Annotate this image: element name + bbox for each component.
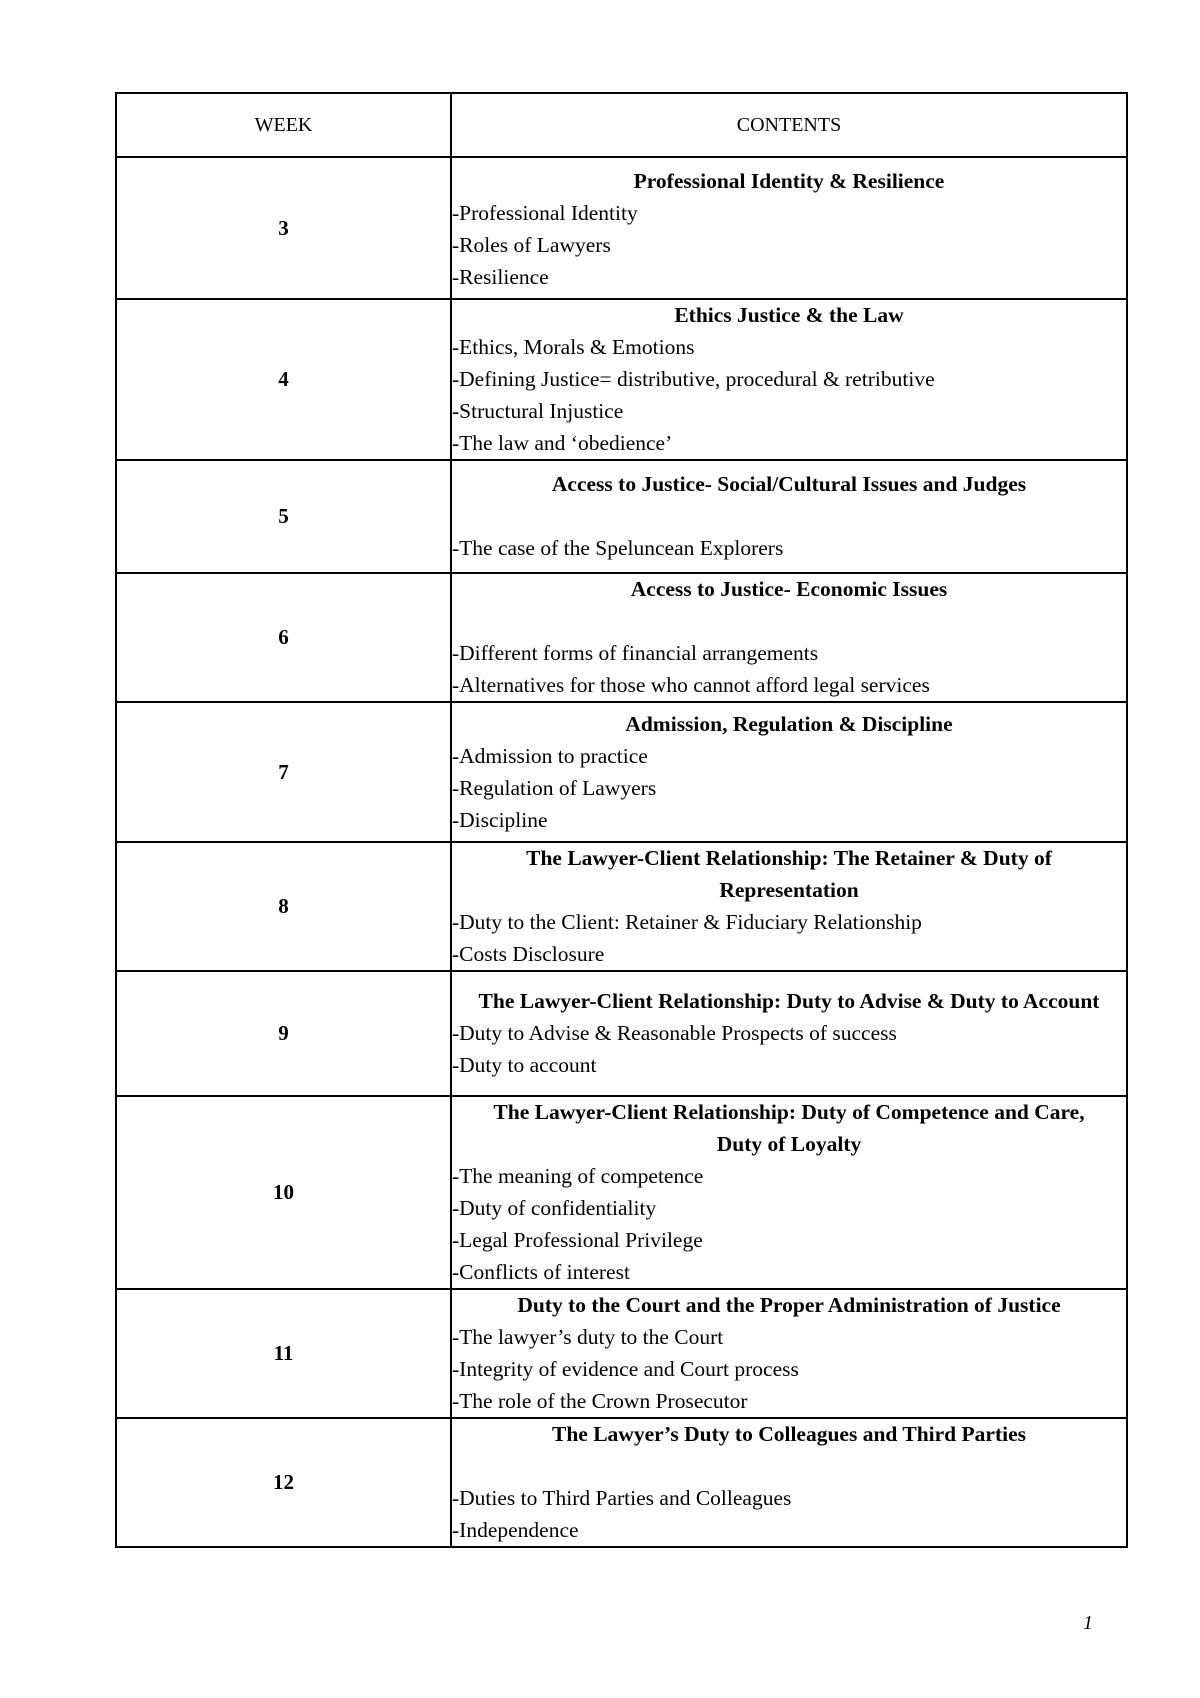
list-item: -Duty of confidentiality <box>452 1196 657 1220</box>
topic-title: Professional Identity & Resilience <box>633 168 945 193</box>
table-row <box>116 299 1127 460</box>
week-number: 6 <box>116 573 451 702</box>
table-row <box>116 842 1127 971</box>
list-item: -Conflicts of interest <box>452 1260 630 1284</box>
week-contents <box>451 299 1127 460</box>
list-item: -Different forms of financial arrangements <box>452 641 819 665</box>
topic-title: The Lawyer-Client Relationship: The Retainer & Duty of Representation <box>526 846 1052 902</box>
week-number: 11 <box>116 1289 451 1418</box>
week-number: 4 <box>116 299 451 460</box>
spacer <box>452 500 1126 532</box>
list-item: -Duties to Third Parties and Colleagues <box>452 1486 792 1510</box>
week-number: 12 <box>116 1418 451 1547</box>
week-number: 3 <box>116 157 451 299</box>
spacer <box>452 1450 1126 1482</box>
list-item: -Defining Justice= distributive, procedural & retributive <box>452 367 935 391</box>
week-contents <box>451 1289 1127 1418</box>
list-item: -Duty to Advise & Reasonable Prospects of success <box>452 1021 897 1046</box>
list-item: -Integrity of evidence and Court process <box>452 1357 799 1381</box>
table-row <box>116 157 1127 299</box>
table-row <box>116 1096 1127 1289</box>
topic-title: Access to Justice- Economic Issues <box>630 577 948 601</box>
topic-title: Admission, Regulation & Discipline <box>625 711 953 736</box>
contents-header: CONTENTS <box>451 93 1127 157</box>
topic-title: Access to Justice- Social/Cultural Issues and Judges <box>551 472 1027 496</box>
topic-title: The Lawyer’s Duty to Colleagues and Third Parties <box>552 1422 1026 1446</box>
list-item: -Structural Injustice <box>452 399 624 423</box>
list-item: -Independence <box>452 1518 579 1542</box>
table-row <box>116 1418 1127 1547</box>
table-row <box>116 971 1127 1096</box>
list-item: -The role of the Crown Prosecutor <box>452 1389 748 1413</box>
week-contents <box>451 1418 1127 1547</box>
list-item: -Duty to the Client: Retainer & Fiduciary Relationship <box>452 910 922 934</box>
week-contents <box>451 157 1127 299</box>
list-item: -Regulation of Lawyers <box>452 775 657 800</box>
week-number: 5 <box>116 460 451 573</box>
topic-title: The Lawyer-Client Relationship: Duty of Competence and Care, Duty of Loyalty <box>493 1100 1085 1156</box>
table-row <box>116 1289 1127 1418</box>
topic-title: Ethics Justice & the Law <box>674 303 904 327</box>
table-row <box>116 702 1127 842</box>
week-contents <box>451 1096 1127 1289</box>
spacer <box>452 605 1126 637</box>
list-item: -Costs Disclosure <box>452 942 605 966</box>
list-item: -The lawyer’s duty to the Court <box>452 1325 724 1349</box>
list-item: -The law and ‘obedience’ <box>452 431 673 455</box>
list-item: -Legal Professional Privilege <box>452 1228 703 1252</box>
list-item: -Duty to account <box>452 1053 597 1078</box>
list-item: -Professional Identity <box>452 200 638 225</box>
list-item: -Discipline <box>452 807 548 832</box>
week-number: 10 <box>116 1096 451 1289</box>
week-contents <box>451 842 1127 971</box>
week-header: WEEK <box>116 93 451 157</box>
list-item: -Alternatives for those who cannot afford legal services <box>452 673 930 697</box>
list-item: -Admission to practice <box>452 743 648 768</box>
topic-title: The Lawyer-Client Relationship: Duty to Advise & Duty to Account <box>478 988 1100 1013</box>
schedule-table <box>115 92 1128 1548</box>
list-item: -The meaning of competence <box>452 1164 704 1188</box>
week-contents <box>451 971 1127 1096</box>
page-number: 1 <box>1083 1612 1093 1634</box>
week-number: 8 <box>116 842 451 971</box>
table-row <box>116 460 1127 573</box>
table-row <box>116 573 1127 702</box>
header-row <box>116 93 1127 157</box>
topic-title: Duty to the Court and the Proper Administration of Justice <box>517 1293 1061 1317</box>
week-number: 9 <box>116 971 451 1096</box>
week-contents <box>451 573 1127 702</box>
list-item: -The case of the Speluncean Explorers <box>452 536 784 560</box>
list-item: -Resilience <box>452 264 549 289</box>
week-number: 7 <box>116 702 451 842</box>
week-contents <box>451 702 1127 842</box>
list-item: -Ethics, Morals & Emotions <box>452 335 695 359</box>
list-item: -Roles of Lawyers <box>452 232 611 257</box>
week-contents <box>451 460 1127 573</box>
